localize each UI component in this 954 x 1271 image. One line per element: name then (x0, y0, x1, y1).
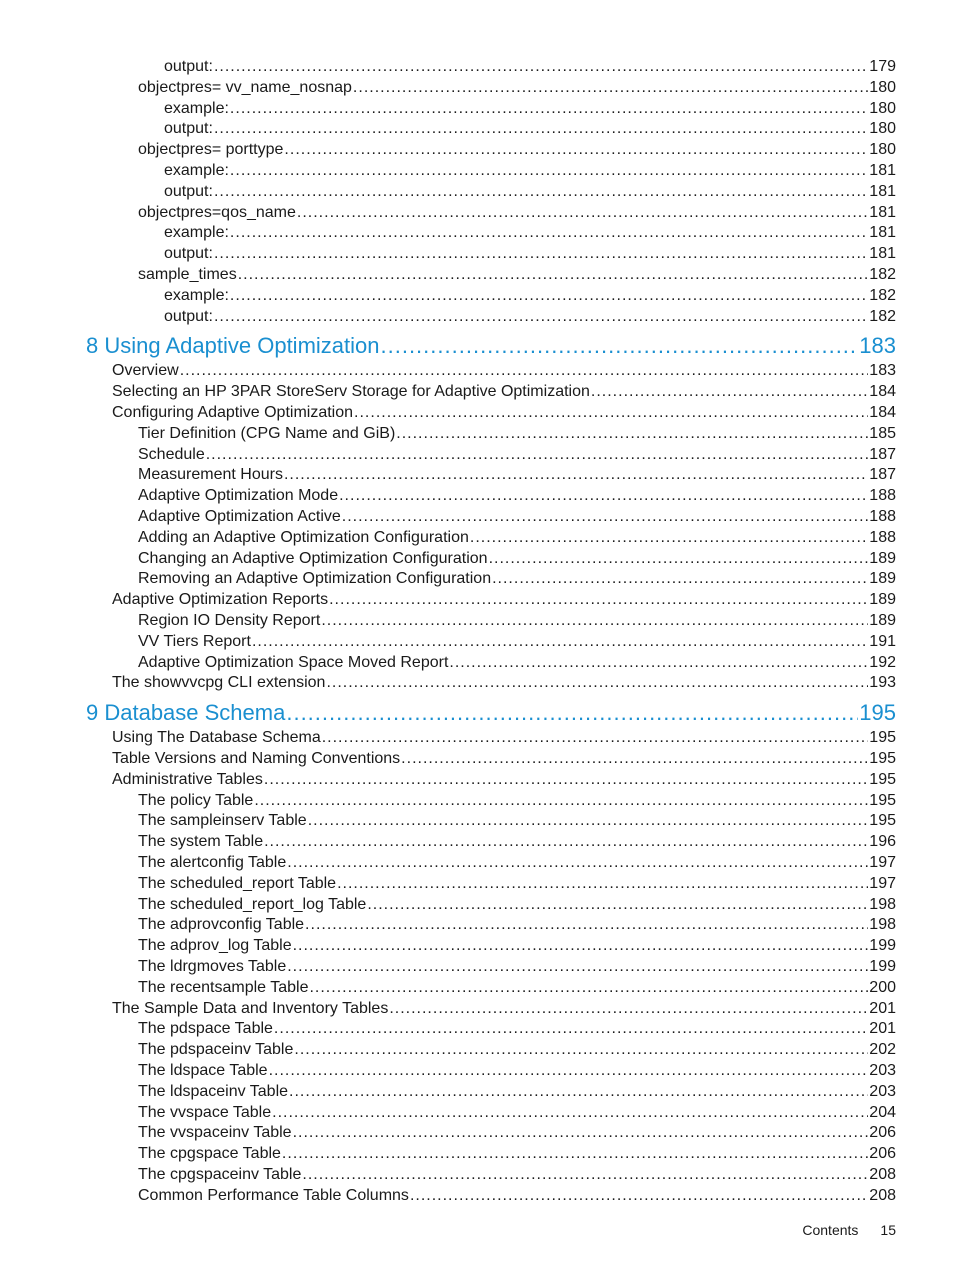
dot-leader (337, 873, 868, 895)
toc-entry[interactable] (164, 222, 896, 244)
entry-page-number: 195 (869, 812, 896, 830)
toc-entry[interactable] (138, 1164, 896, 1186)
entry-title: Overview (112, 362, 179, 380)
entry-title: The alertconfig Table (138, 854, 287, 871)
dot-leader (284, 464, 868, 486)
entry-title: The ldspace Table (138, 1062, 268, 1079)
toc-entry[interactable] (164, 160, 896, 182)
dot-leader (410, 1185, 868, 1207)
entry-page-number: 193 (869, 674, 896, 692)
toc-entry[interactable] (138, 652, 896, 674)
entry-page-number: 188 (869, 508, 896, 525)
entry-title: The ldrgmoves Table (138, 958, 287, 975)
dot-leader (305, 914, 868, 936)
entry-title: Adaptive Optimization Active (138, 508, 341, 525)
entry-title: Adaptive Optimization Mode (138, 487, 339, 505)
entry-page-number: 199 (869, 958, 896, 975)
entry-title: The ldspaceinv Table (138, 1082, 289, 1100)
entry-page-number: 201 (869, 1020, 896, 1038)
toc-entry[interactable] (164, 56, 896, 78)
entry-page-number: 187 (869, 466, 896, 484)
dot-leader (308, 810, 869, 832)
entry-page-number: 201 (869, 999, 896, 1017)
entry-page-number: 189 (869, 570, 896, 588)
entry-title: The adprovconfig Table (138, 916, 305, 934)
toc-entry[interactable] (164, 306, 896, 328)
entry-title: Tier Definition (CPG Name and GiB) (138, 424, 396, 442)
dot-leader (264, 769, 868, 791)
toc-entry[interactable] (138, 894, 896, 916)
entry-title: The adprov_log Table (138, 937, 292, 955)
entry-page-number: 180 (869, 120, 896, 138)
entry-title: Using The Database Schema (112, 729, 321, 747)
entry-page-number: 203 (869, 1062, 896, 1079)
dot-leader (287, 852, 868, 874)
dot-leader (591, 381, 868, 403)
dot-leader (449, 652, 868, 674)
toc-entry[interactable] (112, 769, 896, 791)
toc-entry[interactable] (112, 998, 896, 1020)
entry-page-number: 181 (869, 182, 896, 200)
toc-entry[interactable] (138, 1060, 896, 1082)
entry-title: Adaptive Optimization Reports (112, 591, 329, 609)
entry-title: VV Tiers Report (138, 632, 251, 650)
entry-title: Selecting an HP 3PAR StoreServ Storage for Adaptive Optimization (112, 383, 590, 401)
entry-title: The vvspaceinv Table (138, 1124, 292, 1142)
entry-title: Region IO Density Report (138, 612, 321, 629)
entry-title: output: (164, 120, 213, 138)
entry-page-number: 182 (869, 307, 896, 325)
dot-leader (214, 181, 868, 203)
dot-leader (214, 56, 868, 78)
dot-leader (293, 1122, 869, 1144)
dot-leader (489, 548, 869, 570)
toc-entry[interactable] (112, 402, 896, 424)
entry-title: Schedule (138, 445, 205, 463)
dot-leader (289, 1081, 868, 1103)
toc-entry[interactable] (138, 139, 896, 161)
page-footer (0, 1222, 896, 1238)
dot-leader (302, 1164, 868, 1186)
toc-entry[interactable] (138, 956, 896, 978)
entry-page-number: 197 (869, 874, 896, 892)
toc-entry[interactable] (138, 202, 896, 224)
entry-title: The Sample Data and Inventory Tables (112, 999, 389, 1017)
entry-title: The scheduled_report_log Table (138, 895, 367, 913)
entry-page-number: 180 (869, 78, 896, 96)
dot-leader (284, 139, 868, 161)
dot-leader (206, 444, 869, 466)
dot-leader (322, 727, 869, 749)
dot-leader (287, 956, 868, 978)
entry-page-number: 189 (869, 591, 896, 609)
toc-entry[interactable] (138, 790, 896, 812)
dot-leader (264, 831, 868, 853)
entry-title: The sampleinserv Table (138, 812, 307, 830)
entry-page-number: 181 (869, 245, 896, 263)
footer-page-number: 15 (880, 1222, 896, 1238)
entry-title: output: (164, 182, 213, 200)
entry-page-number: 184 (869, 383, 896, 401)
entry-title: The recentsample Table (138, 978, 309, 996)
toc-entry[interactable] (112, 589, 896, 611)
toc-entry[interactable] (112, 672, 896, 694)
dot-leader (309, 977, 868, 999)
entry-page-number: 197 (869, 854, 896, 871)
toc-entry[interactable] (138, 831, 896, 853)
dot-leader (214, 306, 868, 328)
dot-leader (230, 222, 868, 244)
entry-page-number: 199 (869, 937, 896, 955)
entry-title: The scheduled_report Table (138, 874, 337, 892)
toc-entry[interactable] (138, 1122, 896, 1144)
dot-leader (214, 243, 868, 265)
dot-leader (269, 1060, 869, 1082)
entry-title: The system Table (138, 833, 264, 851)
toc-entry[interactable] (112, 727, 896, 749)
entry-title: The pdspace Table (138, 1020, 273, 1038)
entry-page-number: 191 (869, 632, 896, 650)
entry-title: 9 Database Schema (86, 700, 286, 726)
entry-page-number: 195 (869, 791, 896, 809)
entry-page-number: 180 (869, 99, 896, 117)
toc-entry[interactable] (138, 873, 896, 895)
entry-title: example: (164, 99, 229, 117)
entry-page-number: 181 (869, 203, 896, 221)
entry-page-number: 208 (869, 1186, 896, 1204)
entry-page-number: 184 (869, 404, 896, 421)
toc-entry[interactable] (164, 98, 896, 120)
toc-entry[interactable] (112, 381, 896, 403)
toc-entry[interactable] (138, 527, 896, 549)
dot-leader (396, 423, 868, 445)
entry-title: Changing an Adaptive Optimization Configuration (138, 549, 488, 567)
toc-entry[interactable] (112, 748, 896, 770)
entry-title: 8 Using Adaptive Optimization (86, 333, 380, 359)
entry-page-number: 180 (869, 141, 896, 159)
toc-entry[interactable] (138, 485, 896, 507)
dot-leader (381, 331, 859, 361)
entry-page-number: 195 (869, 750, 896, 767)
toc-entry[interactable] (138, 935, 896, 957)
dot-leader (254, 790, 868, 812)
entry-title: output: (164, 245, 213, 263)
dot-leader (282, 1143, 868, 1165)
dot-leader (286, 698, 858, 728)
toc-entry[interactable] (138, 914, 896, 936)
entry-page-number: 183 (859, 333, 896, 359)
entry-title: sample_times (138, 266, 237, 283)
entry-page-number: 200 (869, 978, 896, 996)
toc-entry[interactable] (138, 810, 896, 832)
entry-page-number: 189 (869, 549, 896, 567)
dot-leader (389, 998, 868, 1020)
entry-title: objectpres= vv_name_nosnap (138, 78, 352, 96)
dot-leader (470, 527, 868, 549)
toc-entry[interactable] (138, 1102, 896, 1124)
entry-page-number: 189 (869, 612, 896, 629)
entry-title: output: (164, 58, 213, 75)
toc-entry[interactable] (164, 118, 896, 140)
entry-page-number: 181 (869, 162, 896, 179)
entry-title: example: (164, 286, 229, 304)
entry-title: Administrative Tables (112, 770, 263, 788)
dot-leader (354, 402, 868, 424)
dot-leader (214, 118, 868, 140)
dot-leader (329, 589, 868, 611)
dot-leader (238, 264, 869, 286)
toc-entry[interactable] (138, 977, 896, 999)
dot-leader (294, 1039, 868, 1061)
dot-leader (321, 610, 868, 632)
entry-title: Common Performance Table Columns (138, 1186, 409, 1204)
entry-page-number: 181 (869, 224, 896, 242)
entry-title: objectpres=qos_name (138, 203, 296, 221)
entry-title: Adaptive Optimization Space Moved Report (138, 653, 449, 671)
entry-title: Measurement Hours (138, 466, 283, 484)
entry-page-number: 183 (869, 362, 896, 380)
toc-entry[interactable] (138, 548, 896, 570)
toc-entry[interactable] (138, 1185, 896, 1207)
dot-leader (401, 748, 868, 770)
entry-page-number: 195 (859, 700, 896, 726)
entry-title: output: (164, 307, 213, 325)
toc-entry[interactable] (138, 264, 896, 286)
dot-leader (230, 98, 868, 120)
toc-entry[interactable] (138, 77, 896, 99)
chapter-entry[interactable] (86, 331, 896, 361)
dot-leader (326, 672, 868, 694)
dot-leader (252, 631, 868, 653)
toc-entry[interactable] (138, 444, 896, 466)
dot-leader (339, 485, 868, 507)
toc-entry[interactable] (138, 423, 896, 445)
dot-leader (230, 285, 868, 307)
toc-entry[interactable] (112, 360, 896, 382)
dot-leader (272, 1102, 868, 1124)
entry-page-number: 208 (869, 1166, 896, 1183)
dot-leader (353, 77, 868, 99)
entry-page-number: 187 (869, 445, 896, 463)
entry-title: Removing an Adaptive Optimization Configuration (138, 570, 492, 588)
entry-page-number: 203 (869, 1082, 896, 1100)
entry-title: objectpres= porttype (138, 141, 284, 159)
dot-leader (342, 506, 869, 528)
toc-entry[interactable] (164, 285, 896, 307)
toc-entry[interactable] (138, 1039, 896, 1061)
toc-entry[interactable] (138, 852, 896, 874)
entry-page-number: 202 (869, 1041, 896, 1059)
entry-page-number: 185 (869, 424, 896, 442)
entry-page-number: 179 (869, 58, 896, 75)
entry-page-number: 188 (869, 487, 896, 505)
entry-title: The cpgspaceinv Table (138, 1166, 302, 1183)
toc-entry[interactable] (164, 181, 896, 203)
entry-title: example: (164, 224, 229, 242)
entry-title: The vvspace Table (138, 1103, 272, 1121)
toc-entry[interactable] (138, 1018, 896, 1040)
toc-entry[interactable] (138, 1081, 896, 1103)
entry-page-number: 182 (869, 286, 896, 304)
entry-page-number: 206 (869, 1124, 896, 1142)
dot-leader (492, 568, 868, 590)
entry-title: Configuring Adaptive Optimization (112, 404, 354, 421)
entry-page-number: 182 (869, 266, 896, 283)
entry-title: The pdspaceinv Table (138, 1041, 294, 1059)
entry-page-number: 195 (869, 770, 896, 788)
entry-title: Table Versions and Naming Conventions (112, 750, 401, 767)
entry-page-number: 195 (869, 729, 896, 747)
entry-title: The showvvcpg CLI extension (112, 674, 326, 692)
toc-entry[interactable] (138, 631, 896, 653)
toc-entry[interactable] (164, 243, 896, 265)
entry-page-number: 204 (869, 1103, 896, 1121)
toc-entry[interactable] (138, 568, 896, 590)
entry-page-number: 196 (869, 833, 896, 851)
entry-page-number: 192 (869, 653, 896, 671)
entry-title: The cpgspace Table (138, 1145, 281, 1163)
dot-leader (293, 935, 869, 957)
entry-title: The policy Table (138, 791, 254, 809)
footer-label: Contents (802, 1222, 859, 1238)
toc-entry[interactable] (138, 506, 896, 528)
chapter-entry[interactable] (86, 698, 896, 728)
entry-title: example: (164, 162, 229, 179)
entry-page-number: 188 (869, 528, 896, 546)
dot-leader (297, 202, 868, 224)
dot-leader (230, 160, 868, 182)
entry-title: Adding an Adaptive Optimization Configuration (138, 528, 469, 546)
entry-page-number: 198 (869, 895, 896, 913)
dot-leader (367, 894, 868, 916)
entry-page-number: 206 (869, 1145, 896, 1163)
dot-leader (274, 1018, 868, 1040)
toc-entry[interactable] (138, 610, 896, 632)
toc-entry[interactable] (138, 464, 896, 486)
toc-entry[interactable] (138, 1143, 896, 1165)
entry-page-number: 198 (869, 916, 896, 934)
dot-leader (180, 360, 869, 382)
